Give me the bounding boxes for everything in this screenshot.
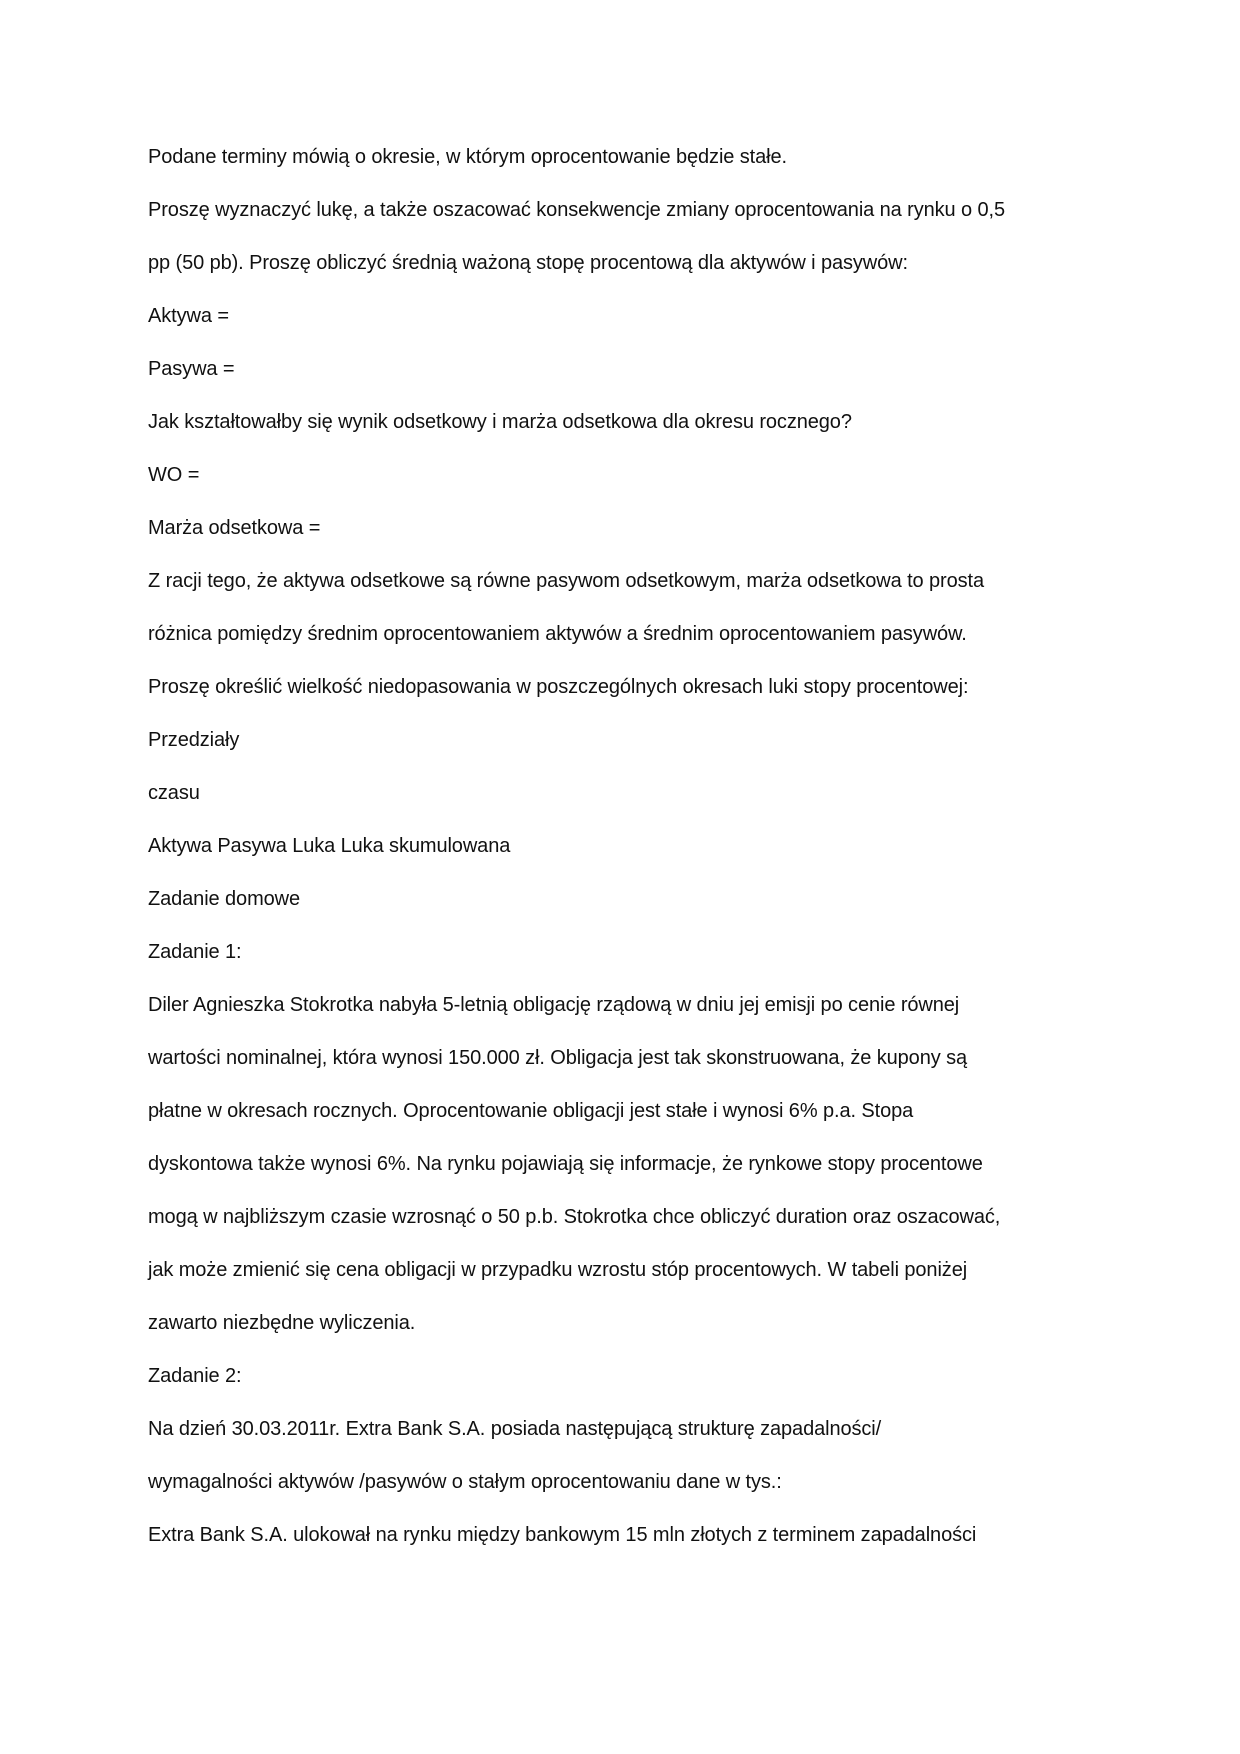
text-line: Diler Agnieszka Stokrotka nabyła 5-letnią obligację rządową w dniu jej emisji po cenie równej xyxy=(148,994,960,1016)
document-page xyxy=(148,145,1048,1576)
text-line: zawarto niezbędne wyliczenia. xyxy=(148,1312,416,1334)
text-line: jak może zmienić się cena obligacji w przypadku wzrostu stóp procentowych. W tabeli poniżej xyxy=(148,1259,968,1281)
text-line: Z racji tego, że aktywa odsetkowe są równe pasywom odsetkowym, marża odsetkowa to prosta xyxy=(148,570,985,592)
table-header-line: Przedziały xyxy=(148,729,240,751)
wo-label: WO = xyxy=(148,464,200,486)
text-line: płatne w okresach rocznych. Oprocentowanie obligacji jest stałe i wynosi 6% p.a. Stopa xyxy=(148,1100,914,1122)
aktywa-label: Aktywa = xyxy=(148,305,229,327)
text-line: Proszę wyznaczyć lukę, a także oszacować konsekwencje zmiany oprocentowania na rynku o 0,5 xyxy=(148,199,1005,221)
text-line: mogą w najbliższym czasie wzrosnąć o 50 p.b. Stokrotka chce obliczyć duration oraz oszacować, xyxy=(148,1206,1001,1228)
text-line: wartości nominalnej, która wynosi 150.000 zł. Obligacja jest tak skonstruowana, że kupony są xyxy=(148,1047,968,1069)
text-line: Podane terminy mówią o okresie, w którym oprocentowanie będzie stałe. xyxy=(148,146,787,168)
section-heading: Zadanie domowe xyxy=(148,888,301,910)
text-line: Proszę określić wielkość niedopasowania w poszczególnych okresach luki stopy procentowej: xyxy=(148,676,969,698)
marza-label: Marża odsetkowa = xyxy=(148,517,321,539)
table-header-line: czasu xyxy=(148,782,200,804)
text-line: wymagalności aktywów /pasywów o stałym oprocentowaniu dane w tys.: xyxy=(148,1471,782,1493)
text-line: Extra Bank S.A. ulokował na rynku między bankowym 15 mln złotych z terminem zapadalności xyxy=(148,1524,977,1546)
pasywa-label: Pasywa = xyxy=(148,358,235,380)
text-line: pp (50 pb). Proszę obliczyć średnią ważoną stopę procentową dla aktywów i pasywów: xyxy=(148,252,908,274)
task-heading: Zadanie 1: xyxy=(148,941,242,963)
text-line: różnica pomiędzy średnim oprocentowaniem aktywów a średnim oprocentowaniem pasywów. xyxy=(148,623,967,645)
text-line: dyskontowa także wynosi 6%. Na rynku pojawiają się informacje, że rynkowe stopy procentowe xyxy=(148,1153,983,1175)
task-heading: Zadanie 2: xyxy=(148,1365,242,1387)
table-header-line: Aktywa Pasywa Luka Luka skumulowana xyxy=(148,835,511,857)
text-line: Jak kształtowałby się wynik odsetkowy i marża odsetkowa dla okresu rocznego? xyxy=(148,411,852,433)
text-line: Na dzień 30.03.2011r. Extra Bank S.A. posiada następującą strukturę zapadalności/ xyxy=(148,1418,882,1440)
